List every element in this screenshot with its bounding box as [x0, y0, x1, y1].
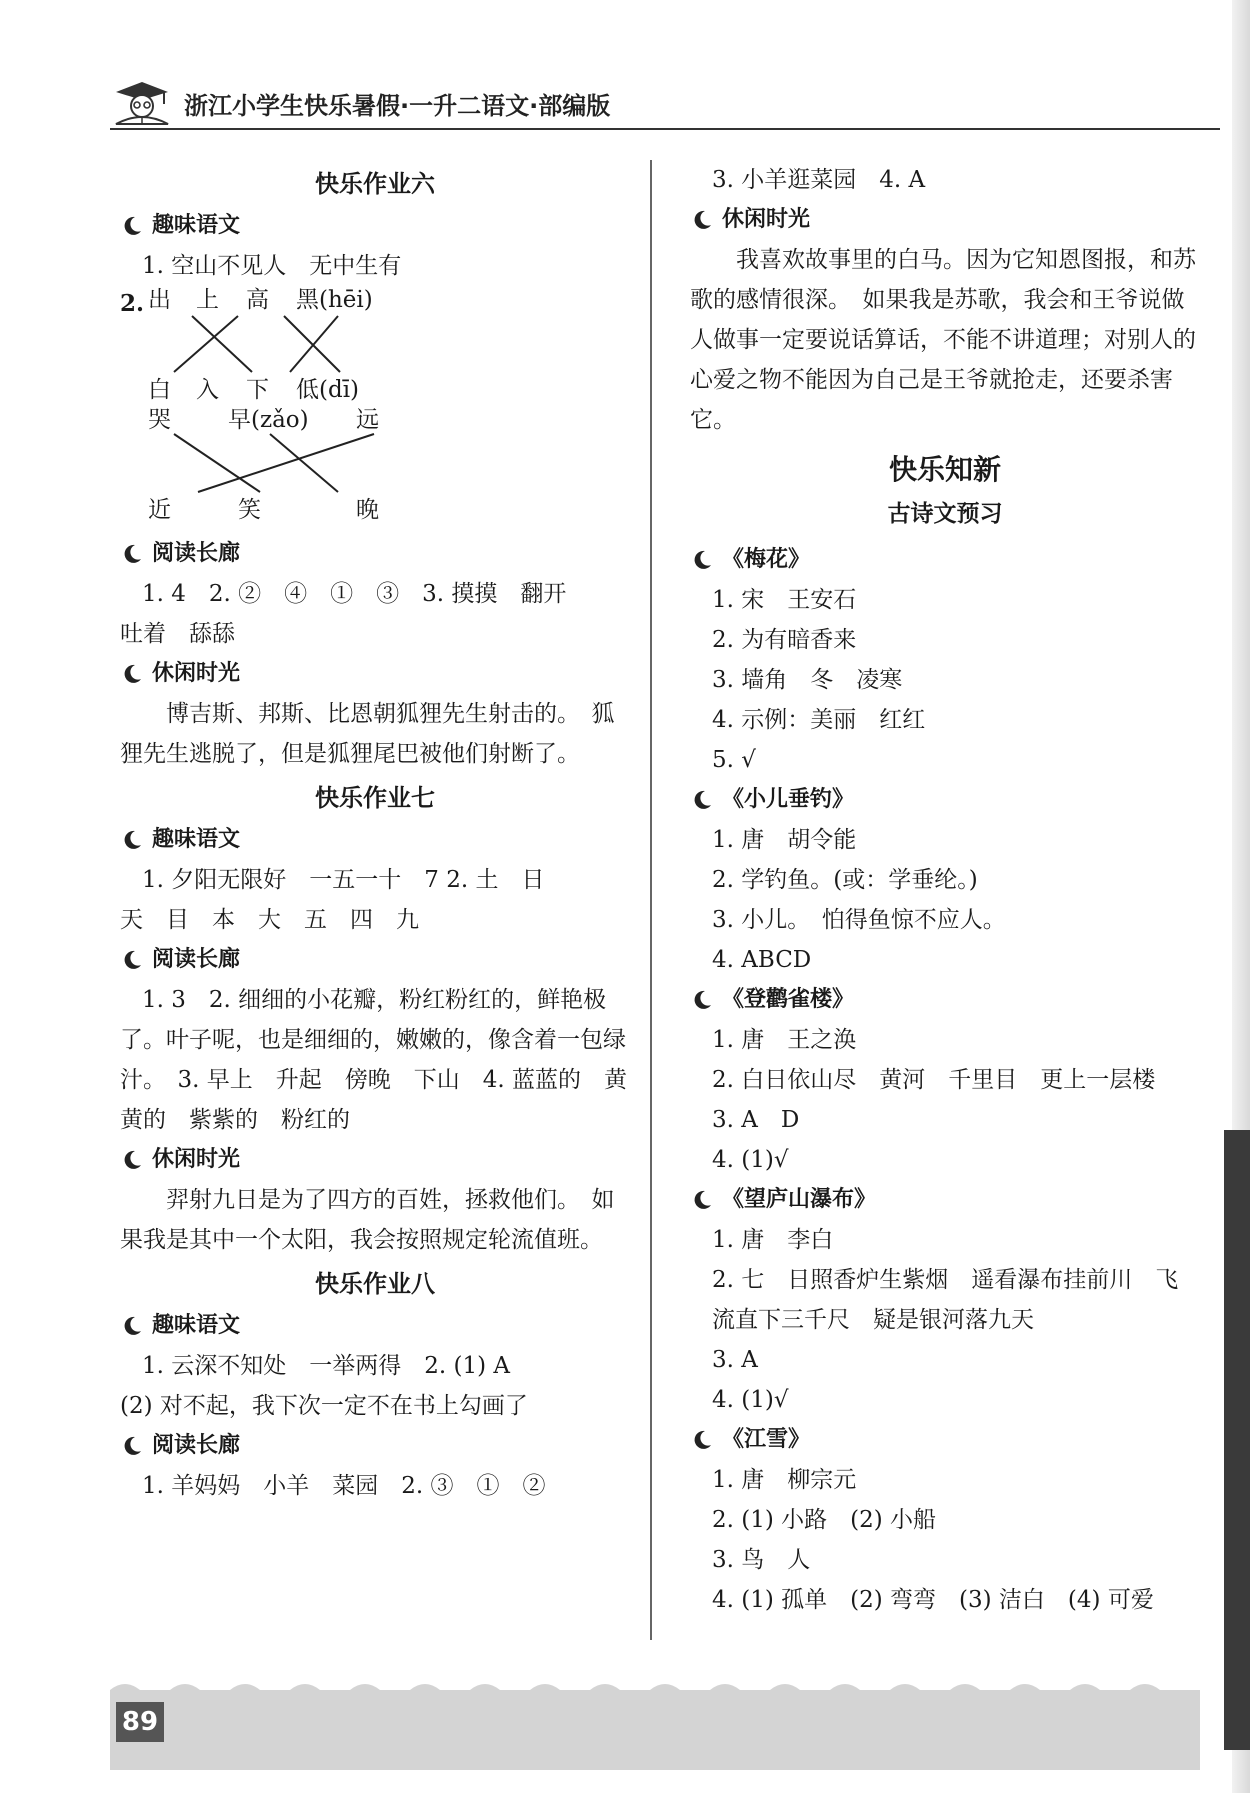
match-word: 上	[196, 287, 219, 313]
answer-line: 1. 唐 李白	[712, 1227, 834, 1253]
category-label: 阅读长廊	[152, 1433, 241, 1458]
answer-line: 3. 鸟 人	[712, 1547, 811, 1573]
answer-line: 1. 夕阳无限好 一五一十 7 2. 土 日	[142, 867, 545, 893]
match-word: 晚	[356, 497, 379, 523]
match-word: 近	[148, 497, 171, 523]
crescent-icon	[120, 662, 144, 686]
category-label: 休闲时光	[722, 207, 811, 232]
answer-line: 2. 白日依山尽 黄河 千里目 更上一层楼	[712, 1067, 1156, 1093]
match-word: 下	[246, 377, 269, 403]
answer-paragraph: 我喜欢故事里的白马。因为它知恩图报，和苏歌的感情很深。 如果我是苏歌，我会和王爷说做人做事一定要说话算话，不能不讲道理；对别人的心爱之物不能因为自己是王爷就抢走，还要杀害它。	[690, 247, 1196, 433]
category-label: 阅读长廊	[152, 947, 241, 972]
category-label: 阅读长廊	[152, 541, 241, 566]
answer-line: 2. (1) 小路 (2) 小船	[712, 1507, 937, 1533]
section-title: 快乐作业八	[315, 1270, 435, 1298]
crescent-icon	[690, 548, 714, 572]
header-rule	[110, 128, 1220, 130]
category-heading	[120, 1140, 630, 1180]
question-number: 2.	[120, 290, 145, 317]
crescent-icon	[120, 542, 144, 566]
category-heading	[120, 534, 630, 574]
poem-title: 《登鹳雀楼》	[722, 987, 855, 1012]
match-word: 早(zǎo)	[228, 407, 309, 433]
answer-line: 2. 学钓鱼。(或：学垂纶。)	[712, 867, 978, 893]
answer-line: 天 目 本 大 五 四 九	[120, 907, 419, 933]
answer-line: 3. 小羊逛菜园 4. A	[712, 167, 926, 193]
category-heading	[120, 820, 630, 860]
poem-heading	[690, 1180, 1200, 1220]
crescent-icon	[690, 1428, 714, 1452]
answer-line: 1. 云深不知处 一举两得 2. (1) A	[142, 1353, 511, 1379]
answer-paragraph: 博吉斯、邦斯、比恩朝狐狸先生射击的。 狐狸先生逃脱了，但是狐狸尾巴被他们射断了。	[120, 701, 615, 767]
answer-line: 1. 唐 胡令能	[712, 827, 857, 853]
answer-line: 1. 唐 王之涣	[712, 1027, 857, 1053]
answer-line: 1. 空山不见人 无中生有	[142, 253, 402, 279]
answer-line: 2. 七 日照香炉生紫烟 遥看瀑布挂前川 飞流直下三千尺 疑是银河落九天	[712, 1267, 1179, 1333]
crescent-icon	[120, 1314, 144, 1338]
category-label: 趣味语文	[152, 827, 241, 852]
answer-line: 3. 墙角 冬 凌寒	[712, 667, 903, 693]
section-title: 快乐作业七	[315, 784, 435, 812]
section-title: 快乐作业六	[315, 170, 435, 198]
poem-heading	[690, 540, 1200, 580]
page-number: 89	[116, 1702, 164, 1742]
answer-line: (2) 对不起，我下次一定不在书上勾画了	[120, 1393, 528, 1419]
answer-paragraph: 羿射九日是为了四方的百姓，拯救他们。 如果我是其中一个太阳，我会按照规定轮流值班。	[120, 1187, 615, 1253]
page-header	[110, 78, 610, 128]
answer-line: 2. 为有暗香来	[712, 627, 857, 653]
poem-heading	[690, 1420, 1200, 1460]
match-word: 低(dī)	[296, 377, 360, 403]
answer-line: 4. (1) 孤单 (2) 弯弯 (3) 洁白 (4) 可爱	[712, 1587, 1154, 1613]
category-heading	[120, 1306, 630, 1346]
answer-line: 3. A	[712, 1347, 758, 1373]
match-word: 白	[148, 377, 171, 403]
footer-band	[110, 1690, 1200, 1770]
answer-line: 1. 唐 柳宗元	[712, 1467, 857, 1493]
header-title: 浙江小学生快乐暑假·一升二语文·部编版	[184, 91, 611, 120]
answer-line: 4. ABCD	[712, 947, 812, 973]
poem-title: 《梅花》	[722, 547, 811, 572]
crescent-icon	[690, 1188, 714, 1212]
match-word: 黑(hēi)	[296, 287, 373, 313]
answer-line: 3. A D	[712, 1107, 800, 1133]
answer-text: 1. 3 2. 细细的小花瓣，粉红粉红的，鲜艳极了。叶子呢，也是细细的，嫩嫩的，像含着一包绿汁。 3. 早上 升起 傍晚 下山 4. 蓝蓝的 黄黄的 紫紫的 粉红的	[120, 987, 628, 1133]
right-column	[690, 160, 1200, 1620]
answer-line: 4. (1)√	[712, 1387, 789, 1413]
crescent-icon	[120, 828, 144, 852]
answer-paragraph	[120, 980, 630, 1140]
student-reading-icon	[110, 80, 174, 126]
word-matching-exercise	[120, 286, 630, 534]
crescent-icon	[690, 788, 714, 812]
poem-heading	[690, 980, 1200, 1020]
poem-title: 《望庐山瀑布》	[722, 1187, 877, 1212]
poem-title: 《江雪》	[722, 1427, 811, 1452]
answer-line: 1. 4 2. ② ④ ① ③ 3. 摸摸 翻开	[142, 581, 567, 607]
answer-line: 4. 示例：美丽 红红	[712, 707, 926, 733]
category-heading	[120, 206, 630, 246]
crescent-icon	[120, 1148, 144, 1172]
crescent-icon	[690, 208, 714, 232]
category-heading	[120, 654, 630, 694]
answer-line: 4. (1)√	[712, 1147, 789, 1173]
category-label: 趣味语文	[152, 213, 241, 238]
match-word: 哭	[148, 407, 171, 433]
category-label: 休闲时光	[152, 661, 241, 686]
answer-line: 5. √	[712, 747, 756, 773]
category-heading	[120, 1426, 630, 1466]
category-heading	[690, 200, 1200, 240]
category-label: 趣味语文	[152, 1313, 241, 1338]
category-label: 休闲时光	[152, 1147, 241, 1172]
section-subtitle: 古诗文预习	[887, 501, 1003, 527]
answer-line: 1. 宋 王安石	[712, 587, 857, 613]
category-heading	[120, 940, 630, 980]
match-word: 笑	[238, 497, 261, 523]
match-word: 远	[356, 407, 379, 433]
left-column	[120, 160, 630, 1506]
column-divider	[650, 160, 652, 1640]
answer-line: 吐着 舔舔	[120, 621, 235, 647]
answer-line: 1. 羊妈妈 小羊 菜园 2. ③ ① ②	[142, 1473, 546, 1499]
crescent-icon	[690, 988, 714, 1012]
match-word: 高	[246, 287, 269, 313]
crescent-icon	[120, 948, 144, 972]
answer-line: 3. 小儿。 怕得鱼惊不应人。	[712, 907, 1006, 933]
crescent-icon	[120, 214, 144, 238]
section-title-major: 快乐知新	[888, 453, 1001, 486]
poem-heading	[690, 780, 1200, 820]
match-word: 出	[148, 287, 171, 313]
crescent-icon	[120, 1434, 144, 1458]
matching-lines	[142, 286, 562, 534]
poem-title: 《小儿垂钓》	[722, 787, 855, 812]
page-edge-dark	[1224, 1130, 1250, 1750]
match-word: 入	[196, 377, 219, 403]
